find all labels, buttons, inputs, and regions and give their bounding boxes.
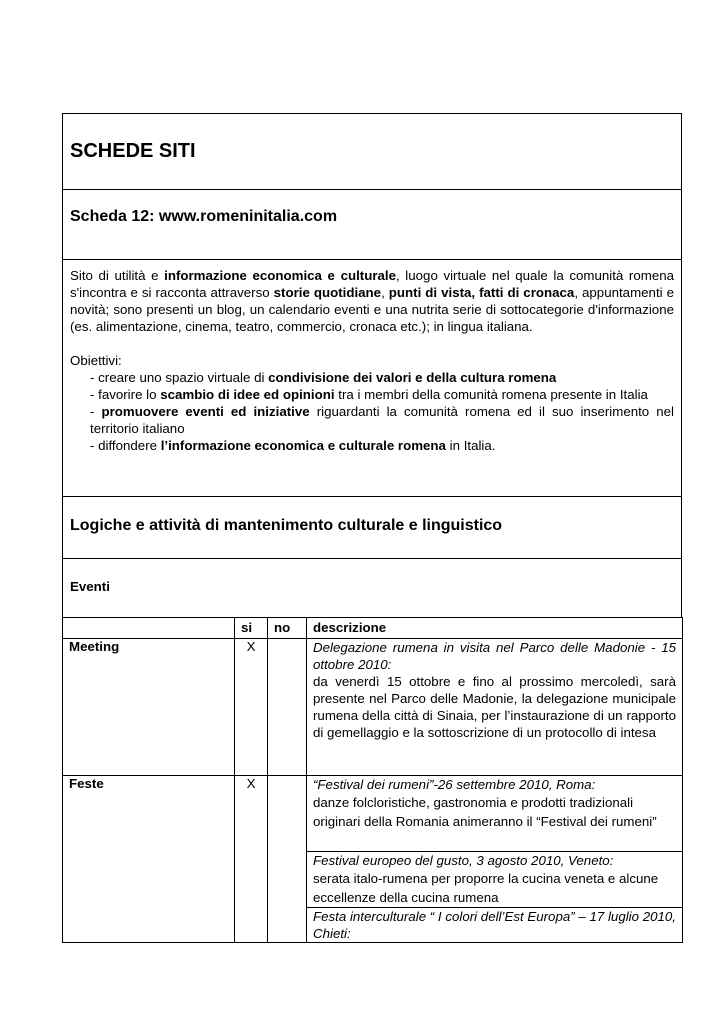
feste-event-1-text: danze folcloristiche, gastronomia e prodotti tradizionali originari della Romania animeranno il “Festival dei rumeni” [313,795,657,829]
objective-text: - [90,404,102,419]
objective-item [70,403,674,437]
desc-text: , luogo virtuale nel quale la comunità romena s'incontra e si racconta attraverso [70,268,675,300]
schede-sheet [62,113,682,943]
page-title: SCHEDE SITI [70,140,196,162]
table-row [63,639,683,776]
objective-text: - creare uno spazio virtuale di [90,370,269,385]
scheda-heading: Scheda 12: www.romeninitalia.com [70,208,338,225]
table-row [63,776,683,852]
meeting-no-mark [268,639,307,776]
objective-text: tra i membri della comunità romena presente in Italia [334,387,648,402]
table-header-row [63,618,683,639]
objective-bold: condivisione dei valori e della cultura romena [268,370,557,385]
meeting-description [307,639,683,776]
objective-text: - diffondere [90,438,161,453]
site-description [70,267,674,335]
eventi-row [62,558,682,617]
description-row [62,259,682,496]
meeting-event-title: Delegazione rumena in visita nel Parco delle Madonie - 15 ottobre 2010: [313,640,676,672]
objective-text: in Italia. [445,438,496,453]
scheda-row [62,189,682,259]
objective-text: - favorire lo [90,387,161,402]
desc-text: Sito di utilità e [70,268,165,283]
objectives-heading: Obiettivi: [70,353,122,368]
eventi-heading: Eventi [70,579,110,594]
objective-item [70,437,674,454]
meeting-event-text: da venerdì 15 ottobre e fino al prossimo mercoledì, sarà presente nel Parco delle Madonie, la delegazione municipale rumena della città di Sinaia, per l’instaurazione di un rapporto di gemellaggio e la sottoscrizione di un protocollo di intesa [313,674,676,740]
feste-event-1-title: “Festival dei rumeni”-26 settembre 2010, Roma: [313,777,596,792]
desc-text: , appuntamenti e novità; sono presenti un blog, un calendario eventi e una nutrita serie di sottocategorie d'informazione (es. alimentazione, cinema, teatro, commercio, cronaca etc.); in lingua italiana. [70,285,674,334]
logiche-heading: Logiche e attività di mantenimento culturale e linguistico [70,517,503,534]
feste-event-3-title: Festa interculturale “ I colori dell’Est Europa” – 17 luglio 2010, Chieti: [313,909,676,941]
header-empty [63,618,235,639]
meeting-si-mark: X [235,639,268,776]
title-row [62,113,682,189]
meeting-label: Meeting [63,639,235,776]
feste-event-1 [307,776,683,852]
objective-bold: l’informazione economica e culturale romena [160,438,446,453]
header-no: no [268,618,307,639]
desc-text: , [381,285,389,300]
feste-no-mark [268,776,307,943]
objective-bold: scambio di idee ed opinioni [160,387,335,402]
objective-item [70,369,674,386]
feste-event-3 [307,908,683,943]
objective-bold: promuovere eventi ed iniziative [101,404,310,419]
header-si: si [235,618,268,639]
feste-event-2-text: serata italo-rumena per proporre la cucina veneta e alcune eccellenze della cucina rumena [313,871,659,905]
desc-bold: storie quotidiane [273,285,382,300]
events-table [62,617,683,943]
logiche-row [62,496,682,558]
header-descrizione: descrizione [307,618,683,639]
desc-bold: punti di vista, fatti di cronaca [388,285,575,300]
desc-bold: informazione economica e culturale [164,268,396,283]
feste-event-2-title: Festival europeo del gusto, 3 agosto 2010, Veneto: [313,853,614,868]
objective-item [70,386,674,403]
objective-text: riguardanti la comunità romena ed il suo inserimento nel territorio italiano [90,404,675,436]
feste-label: Feste [63,776,235,943]
feste-event-2 [307,852,683,908]
feste-si-mark: X [235,776,268,943]
